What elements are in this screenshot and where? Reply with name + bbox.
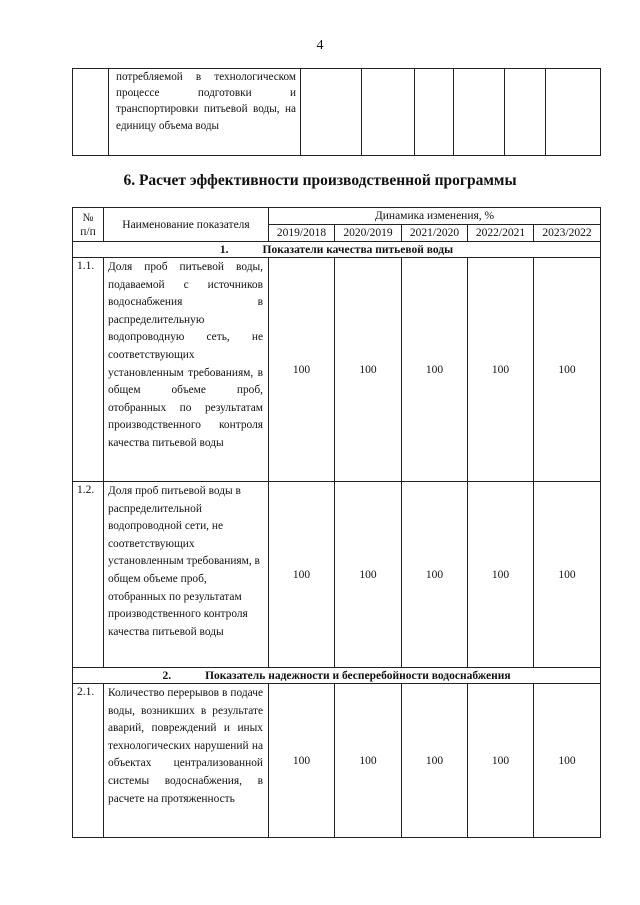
continuation-row	[73, 69, 601, 156]
row-value: 100	[335, 684, 402, 838]
row-value: 100	[534, 258, 601, 482]
table-row	[73, 684, 601, 838]
continuation-value-cell	[505, 69, 546, 156]
continuation-value-cell	[362, 69, 415, 156]
row-value: 100	[402, 258, 468, 482]
row-value: 100	[402, 482, 468, 668]
row-value: 100	[335, 258, 402, 482]
continuation-value-cell	[546, 69, 601, 156]
row-value: 100	[468, 258, 534, 482]
row-value: 100	[468, 482, 534, 668]
header-period: 2021/2020	[402, 225, 468, 242]
continuation-text: потребляемой в технологическом процессе подготовки и транспортировки питьевой воды, на единицу объема воды	[109, 69, 301, 156]
row-value: 100	[468, 684, 534, 838]
header-row	[73, 208, 601, 225]
section-2-title	[73, 668, 601, 684]
efficiency-table	[72, 207, 601, 838]
section-title: Показатели качества питьевой воды	[262, 243, 454, 256]
section-heading: 6. Расчет эффективности производственной программы	[123, 172, 517, 189]
header-period: 2019/2018	[269, 225, 335, 242]
row-value: 100	[402, 684, 468, 838]
continuation-num-cell	[73, 69, 109, 156]
row-number: 1.2.	[73, 482, 104, 668]
page-number: 4	[316, 38, 324, 53]
row-number: 2.1.	[73, 684, 104, 838]
section-1-title	[73, 242, 601, 258]
header-dynamics: Динамика изменения, %	[269, 208, 601, 225]
row-indicator-name: Доля проб питьевой воды, подаваемой с источников водоснабжения в распределительную водопроводную сеть, не соответствующих установленным требованиям, в общем объеме проб, отобранных по результатам производственного контроля качества питьевой воды	[104, 258, 269, 482]
row-value: 100	[269, 684, 335, 838]
row-indicator-name: Доля проб питьевой воды в распределительной водопроводной сети, не соответствующих установленным требованиям, в общем объеме проб, отобранных по результатам производственного контроля качества питьевой воды	[104, 482, 269, 668]
row-value: 100	[335, 482, 402, 668]
section-number: 2.	[162, 669, 172, 682]
row-value: 100	[534, 482, 601, 668]
section-title: Показатель надежности и бесперебойности водоснабжения	[205, 669, 511, 682]
row-indicator-name: Количество перерывов в подаче воды, возникших в результате аварий, повреждений и иных технологических нарушений на объектах централизованной системы водоснабжения, в расчете на протяженность	[104, 684, 269, 838]
row-value: 100	[534, 684, 601, 838]
continuation-table	[72, 68, 601, 156]
header-period: 2020/2019	[335, 225, 402, 242]
section-row	[73, 668, 601, 684]
continuation-value-cell	[415, 69, 454, 156]
table-row	[73, 482, 601, 668]
row-value: 100	[269, 258, 335, 482]
header-num-top: №	[82, 211, 94, 224]
section-row	[73, 242, 601, 258]
header-name: Наименование показателя	[104, 208, 269, 242]
header-num	[73, 208, 104, 242]
row-number: 1.1.	[73, 258, 104, 482]
table-row	[73, 258, 601, 482]
header-num-bottom: п/п	[80, 225, 96, 238]
row-value: 100	[269, 482, 335, 668]
header-period: 2022/2021	[468, 225, 534, 242]
continuation-value-cell	[454, 69, 505, 156]
section-number: 1.	[219, 243, 229, 256]
header-period: 2023/2022	[534, 225, 601, 242]
continuation-value-cell	[301, 69, 362, 156]
